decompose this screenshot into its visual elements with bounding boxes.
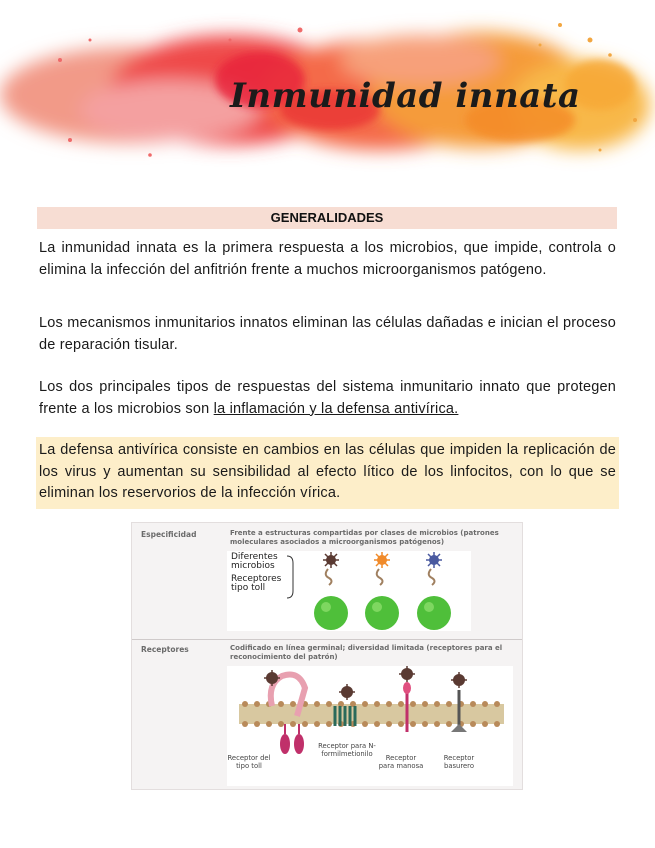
specificity-diagram bbox=[227, 551, 471, 631]
innate-immunity-figure bbox=[131, 522, 523, 790]
row-desc-specificity: Frente a estructuras compartidas por clases de microbios (patrones moleculares asociados a microorganismos patógenos) bbox=[230, 529, 499, 546]
receptors-label: Receptores tipo toll bbox=[231, 574, 282, 593]
microbe-icon bbox=[365, 552, 399, 630]
response-types-text: Los dos principales tipos de respuestas del sistema inmunitario innato que protegen frente a los microbios son bbox=[39, 379, 616, 417]
microbe-receptor-drawing bbox=[227, 551, 471, 631]
caption-toll-receptor: Receptor del tipo toll bbox=[227, 754, 271, 770]
row-divider bbox=[132, 639, 522, 640]
paragraph-definition: La inmunidad innata es la primera respuesta a los microbios, que impide, controla o elimina la infección del anfitrión frente a muchos microorganismos patógeno. bbox=[39, 240, 616, 278]
paragraph-response-types bbox=[39, 377, 616, 420]
microbes-label: Diferentes microbios bbox=[231, 552, 278, 571]
section-header: GENERALIDADES bbox=[37, 207, 617, 229]
caption-scavenger-receptor: Receptor basurero bbox=[443, 754, 475, 770]
paragraph-antiviral-highlight: La defensa antivírica consiste en cambios en las células que impiden la replicación de los virus y aumentan su sensibilidad al efecto lítico de los linfocitos, con lo que se eliminan los reservorios de la infección vírica. bbox=[36, 437, 619, 509]
page-title: Inmunidad innata bbox=[230, 76, 581, 116]
header-banner bbox=[0, 0, 655, 185]
receptors-diagram bbox=[227, 666, 513, 786]
microbe-icon bbox=[314, 552, 348, 630]
response-types-highlight: la inflamación y la defensa antivírica. bbox=[213, 400, 459, 417]
paragraph-mechanisms: Los mecanismos inmunitarios innatos eliminan las células dañadas e inician el proceso de reparación tisular. bbox=[39, 315, 616, 353]
caption-formyl-receptor: Receptor para N-formilmetionilo bbox=[318, 742, 376, 758]
row-desc-receptors: Codificado en línea germinal; diversidad limitada (receptores para el reconocimiento del patrón) bbox=[230, 644, 503, 661]
row-label-receptors: Receptores bbox=[141, 645, 189, 654]
microbe-icon bbox=[417, 552, 451, 630]
row-label-specificity: Especificidad bbox=[141, 530, 197, 539]
caption-mannose-receptor: Receptor para manosa bbox=[378, 754, 424, 770]
